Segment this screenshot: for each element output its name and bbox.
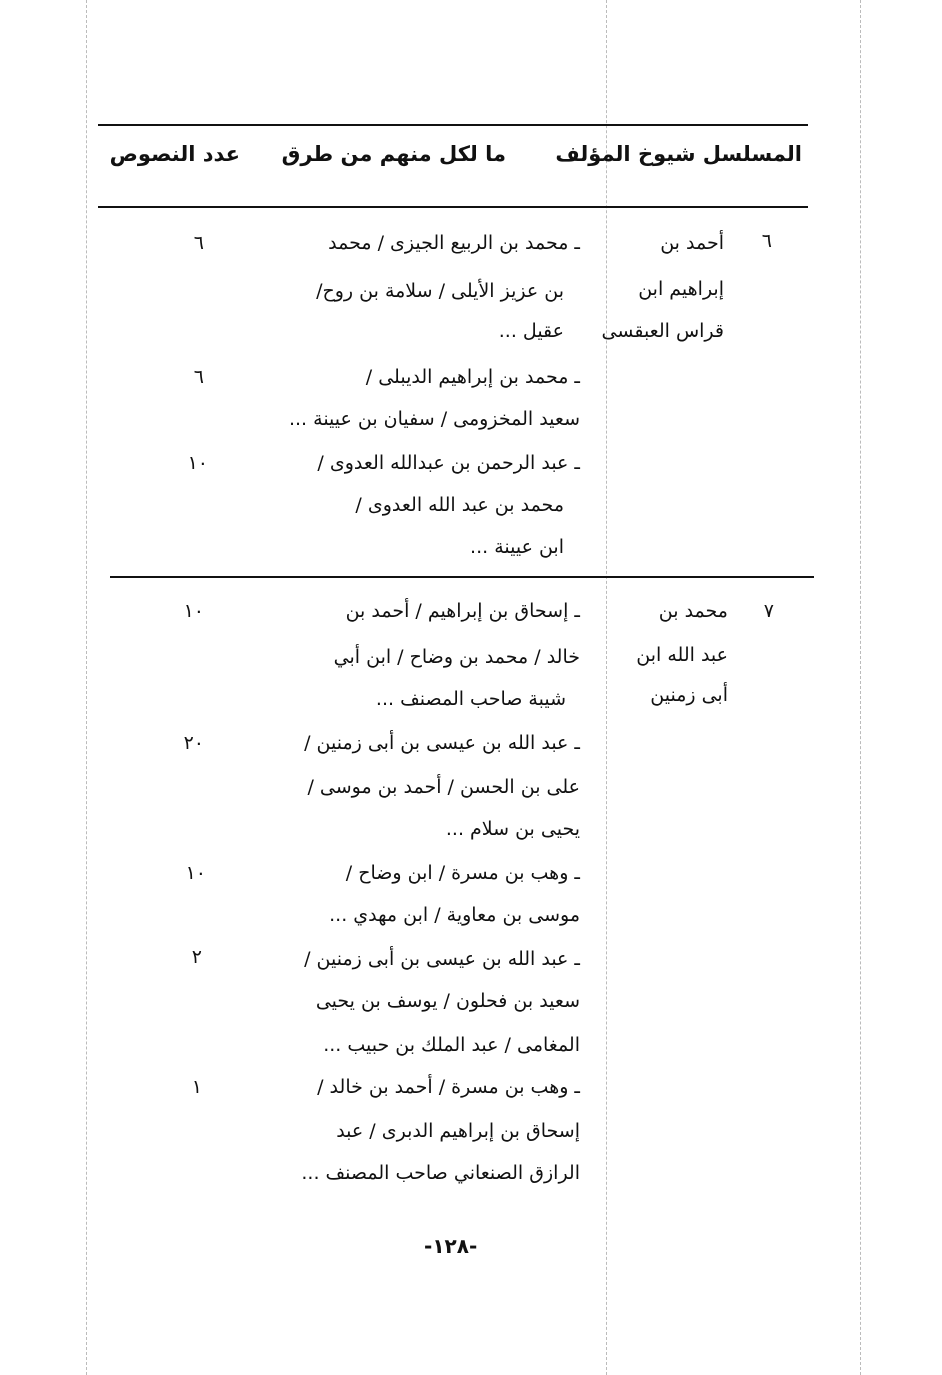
sheikh-line: أحمد بن [660,232,724,254]
path-line: بن عزيز الأيلى / سلامة بن روح/ [316,280,564,302]
path-line: ـ وهب بن مسرة / أحمد بن خالد / [317,1076,580,1098]
scan-guide-line [86,0,87,1375]
row-serial: ٦ [761,230,772,252]
header-serial-author: المسلسل شيوخ المؤلف [555,142,802,166]
row-divider-rule [110,576,814,578]
text-count: ٦ [193,366,204,388]
header-paths: ما لكل منهم من طرق [281,142,506,166]
header-bottom-rule [98,206,808,208]
sheikh-line: أبى زمنين [650,684,728,706]
text-count: ١٠ [187,452,208,474]
text-count: ٦ [193,232,204,254]
text-count: ١ [191,1076,202,1098]
path-line: المغامى / عبد الملك بن حبيب ... [323,1034,580,1056]
path-line: على بن الحسن / أحمد بن موسى / [307,776,580,798]
path-line: شيبة صاحب المصنف ... [375,688,566,710]
path-line: يحيى بن سلام ... [445,818,580,840]
text-count: ٢ [191,946,202,968]
path-line: ـ محمد بن إبراهيم الديبلى / [365,366,580,388]
path-line: ـ عبد الله بن عيسى بن أبى زمنين / [304,732,580,754]
path-line: موسى بن معاوية / ابن مهدي ... [329,904,580,926]
table-top-rule [98,124,808,126]
path-line: ـ عبد الرحمن بن عبدالله العدوى / [317,452,580,474]
sheikh-line: عبد الله ابن [636,644,728,666]
path-line: الرازق الصنعاني صاحب المصنف ... [301,1162,580,1184]
path-line: سعيد المخزومى / سفيان بن عيينة ... [288,408,580,430]
path-line: ابن عيينة ... [470,536,564,558]
sheikh-line: محمد بن [658,600,728,622]
text-count: ١٠ [185,862,206,884]
text-count: ٢٠ [183,732,204,754]
path-line: ـ عبد الله بن عيسى بن أبى زمنين / [304,948,580,970]
page-number: -١٢٨- [424,1234,478,1258]
path-line: عقيل ... [498,320,564,342]
sheikh-line: قراس العبقسى [601,320,724,342]
path-line: ـ إسحاق بن إبراهيم / أحمد بن [345,600,580,622]
row-serial: ٧ [763,600,774,622]
path-line: ـ وهب بن مسرة / ابن وضاح / [345,862,580,884]
sheikh-line: إبراهيم ابن [638,278,724,300]
text-count: ١٠ [183,600,204,622]
path-line: إسحاق بن إبراهيم الدبرى / عبد [336,1120,580,1142]
scan-guide-line [860,0,861,1375]
path-line: محمد بن عبد الله العدوى / [355,494,564,516]
path-line: سعيد بن فحلون / يوسف بن يحيى [315,990,580,1012]
path-line: خالد / محمد بن وضاح / ابن أبي [333,646,580,668]
path-line: ـ محمد بن الربيع الجيزى / محمد [328,232,580,254]
header-count: عدد النصوص [109,142,240,166]
